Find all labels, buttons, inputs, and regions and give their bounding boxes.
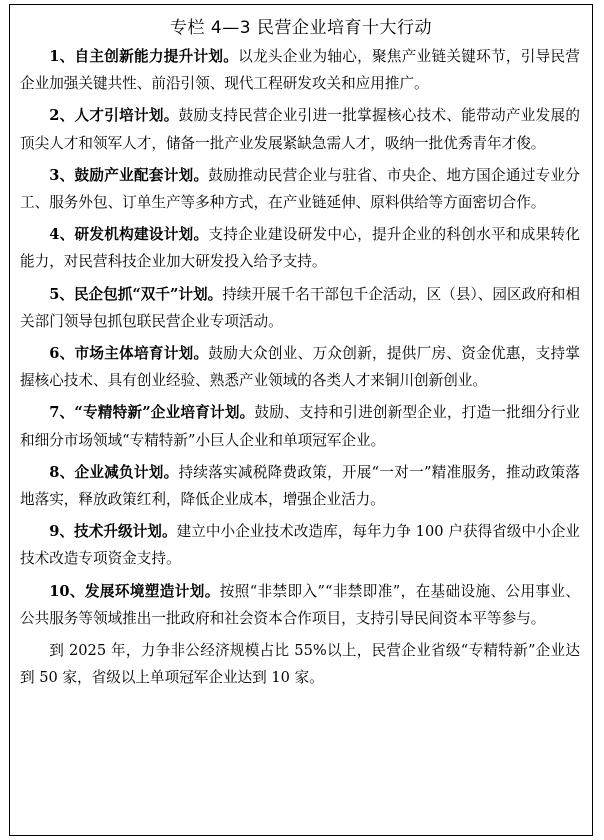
feature-box (9, 4, 593, 836)
plan-item-7 (20, 399, 580, 453)
plan-item-heading: 10、发展环境塑造计划。 (49, 582, 220, 600)
plan-item-body: 鼓励、支持和引进创新型企业，打造一批细分行业和细分市场领域“专精特新”小巨人企业和单项冠军企业。 (20, 404, 580, 449)
plan-item-heading: 1、自主创新能力提升计划。 (49, 48, 239, 65)
plan-item-heading: 7、“专精特新”企业培育计划。 (49, 404, 255, 422)
plan-item-8 (20, 459, 580, 513)
plan-item-body: 按照“非禁即入”“非禁即准”，在基础设施、公用事业、公共服务等领域推出一批政府和社会资本合作项目，支持引导民间资本平等参与。 (20, 582, 580, 627)
box-content (20, 43, 580, 696)
plan-item-heading: 2、人才引培计划。 (49, 107, 179, 125)
box-title: 专栏 4—3 民营企业培育十大行动 (170, 18, 432, 38)
conclusion-paragraph: 到 2025 年，力争非公经济规模占比 55%以上，民营企业省级“专精特新”企业达到 50 家，省级以上单项冠军企业达到 10 家。 (20, 642, 580, 687)
plan-item-body: 以龙头企业为轴心，聚焦产业链关键环节，引导民营企业加强关键共性、前沿引领、现代工程研发攻关和应用推广。 (20, 48, 580, 93)
plan-item-heading: 4、研发机构建设计划。 (49, 226, 209, 244)
plan-item-9 (20, 518, 580, 572)
plan-item-heading: 6、市场主体培育计划。 (49, 345, 209, 363)
plan-item-6 (20, 340, 580, 394)
plan-item-body: 持续开展千名干部包千企活动，区（县）、园区政府和相关部门领导包抓包联民营企业专项活动。 (20, 285, 580, 330)
plan-item-heading: 3、鼓励产业配套计划。 (49, 166, 209, 184)
plan-item-heading: 9、技术升级计划。 (49, 523, 177, 541)
plan-item-body: 鼓励支持民营企业引进一批掌握核心技术、能带动产业发展的顶尖人才和领军人才，储备一批产业发展紧缺急需人才，吸纳一批优秀青年才俊。 (20, 107, 580, 152)
plan-item-body: 支持企业建设研发中心，提升企业的科创水平和成果转化能力，对民营科技企业加大研发投入给予支持。 (20, 226, 580, 271)
plan-item-heading: 5、民企包抓“双千”计划。 (49, 285, 223, 303)
plan-item-1 (20, 43, 580, 97)
plan-item-body: 建立中小企业技术改造库，每年力争 100 户获得省级中小企业技术改造专项资金支持。 (20, 523, 581, 568)
plan-item-body: 鼓励大众创业、万众创新，提供厂房、资金优惠，支持掌握核心技术、具有创业经验、熟悉产业领域的各类人才来铜川创新创业。 (20, 345, 580, 390)
plan-item-body: 鼓励推动民营企业与驻省、市央企、地方国企通过专业分工、服务外包、订单生产等多种方式，在产业链延伸、原料供给等方面密切合作。 (20, 166, 580, 212)
plan-item-3 (20, 162, 580, 216)
plan-item-body: 持续落实减税降费政策，开展“一对一”精准服务，推动政策落地落实，释放政策红利，降低企业成本，增强企业活力。 (20, 463, 580, 509)
plan-item-heading: 8、企业减负计划。 (49, 463, 179, 481)
plan-item-10 (20, 578, 580, 632)
plan-item-4 (20, 221, 580, 275)
plan-item-5 (20, 281, 580, 335)
plan-item-2 (20, 102, 580, 156)
